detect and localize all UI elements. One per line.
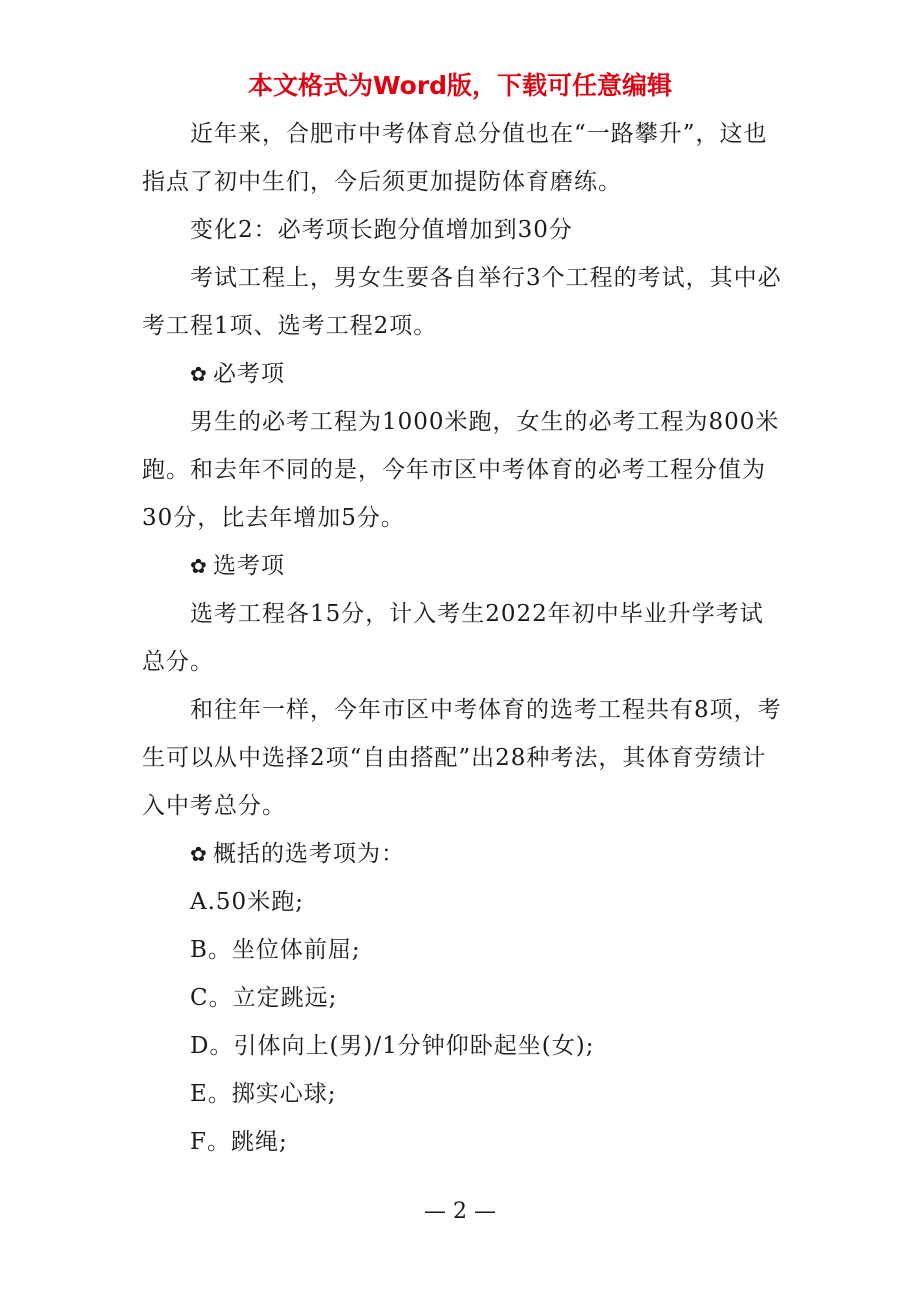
page-number: — 2 — <box>424 1199 496 1224</box>
paragraph: 变化2：必考项长跑分值增加到30分 <box>190 217 573 243</box>
list-item: F。跳绳; <box>190 1129 288 1155</box>
list-item: C。立定跳远; <box>190 985 338 1011</box>
section-heading <box>142 830 782 878</box>
flower-bullet-icon: ✿ <box>190 554 208 578</box>
list-item: D。引体向上(男)/1分钟仰卧起坐(女); <box>190 1033 595 1059</box>
document-body <box>142 110 782 1166</box>
paragraph: 男生的必考工程为1000米跑，女生的必考工程为800米跑。和去年不同的是，今年市区中考体育的必考工程分值为30分，比去年增加5分。 <box>142 409 780 531</box>
section-heading-text: 必考项 <box>213 361 285 387</box>
section-heading-text: 概括的选考项为： <box>213 841 405 867</box>
section-heading <box>142 542 782 590</box>
paragraph: 和往年一样，今年市区中考体育的选考工程共有8项，考生可以从中选择2项“自由搭配”出28种考法，其体育劳绩计入中考总分。 <box>142 697 782 819</box>
flower-bullet-icon: ✿ <box>190 362 208 386</box>
header-banner: 本文格式为Word版，下载可任意编辑 <box>247 71 673 100</box>
flower-bullet-icon: ✿ <box>190 842 208 866</box>
list-item: B。坐位体前屈; <box>190 937 361 963</box>
paragraph: 选考工程各15分，计入考生2022年初中毕业升学考试总分。 <box>142 601 764 675</box>
paragraph: 近年来，合肥市中考体育总分值也在“一路攀升”，这也指点了初中生们，今后须更加提防体育磨练。 <box>142 121 768 195</box>
section-heading <box>142 350 782 398</box>
paragraph: 考试工程上，男女生要各自举行3个工程的考试，其中必考工程1项、选考工程2项。 <box>142 265 782 339</box>
list-item: A.50米跑; <box>190 889 304 915</box>
list-item: E。掷实心球; <box>190 1081 337 1107</box>
section-heading-text: 选考项 <box>213 553 285 579</box>
